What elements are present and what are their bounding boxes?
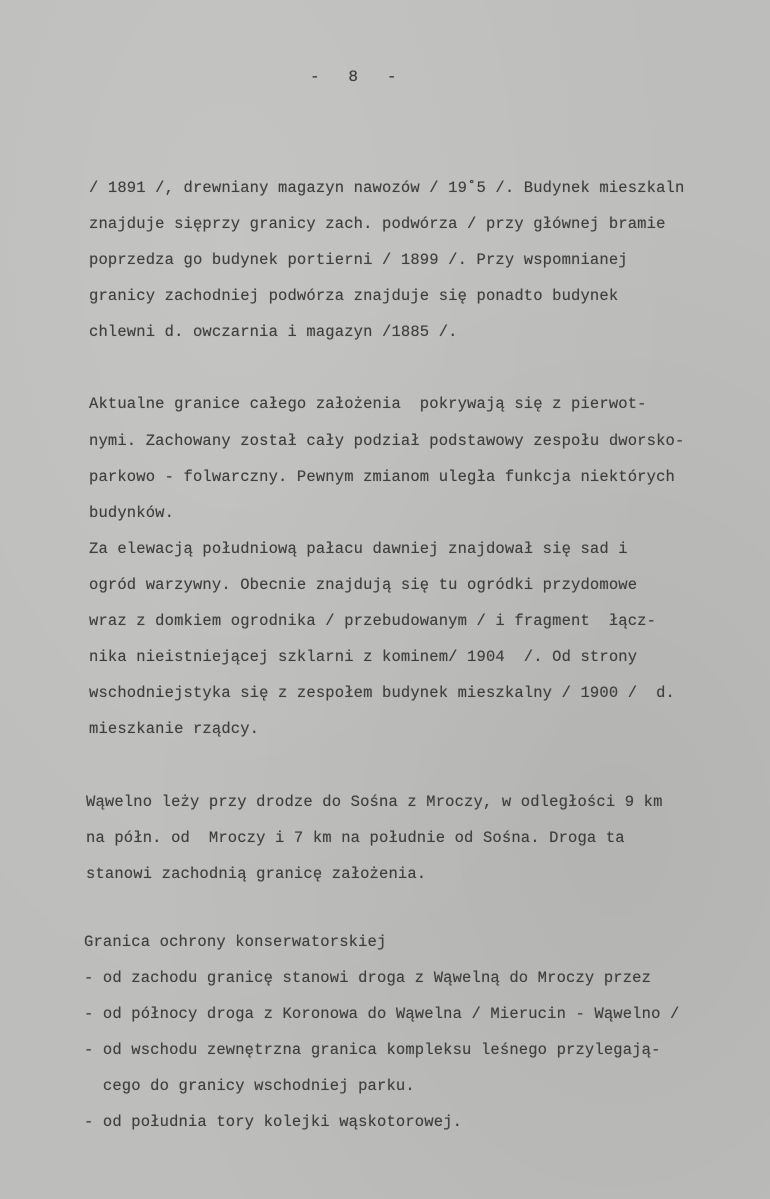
list-item: - od północy droga z Koronowa do Wąwelna / Mierucin - Wąwelno / [84, 1005, 680, 1023]
text-line: parkowo - folwarczny. Pewnym zmianom uległa funkcja niektórych [89, 468, 675, 486]
list-item: - od wschodu zewnętrzna granica kompleksu leśnego przylegają- [84, 1041, 661, 1059]
text-line: Granica ochrony konserwatorskiej [84, 933, 387, 951]
text-line: nymi. Zachowany został cały podział podstawowy zespołu dworsko- [89, 432, 685, 450]
text-line: Aktualne granice całego założenia pokrywają się z pierwot- [89, 395, 647, 413]
list-item: - od południa tory kolejki wąskotorowej. [84, 1113, 463, 1131]
text-line: wschodniejstyka się z zespołem budynek mieszkalny / 1900 / d. [89, 684, 675, 702]
text-line: / 1891 /, drewniany magazyn nawozów / 19˚5 /. Budynek mieszkaln [89, 179, 685, 197]
text-line: stanowi zachodnią granicę założenia. [86, 865, 427, 883]
text-line: granicy zachodniej podwórza znajduje się ponadto budynek [89, 287, 619, 305]
text-line: poprzedza go budynek portierni / 1899 /. Przy wspomnianej [89, 251, 628, 269]
list-item: - od zachodu granicę stanowi droga z Wąwelną do Mroczy przez [84, 969, 652, 987]
text-line: nika nieistniejącej szklarni z kominem/ 1904 /. Od strony [89, 648, 638, 666]
text-line: znajduje sięprzy granicy zach. podwórza / przy głównej bramie [89, 215, 666, 233]
text-line: mieszkanie rządcy. [89, 720, 260, 738]
text-line: na półn. od Mroczy i 7 km na południe od Sośna. Droga ta [86, 829, 625, 847]
text-line: ogród warzywny. Obecnie znajdują się tu ogródki przydomowe [89, 576, 638, 594]
text-line: wraz z domkiem ogrodnika / przebudowanym / i fragment łącz- [89, 612, 657, 630]
text-line: Wąwelno leży przy drodze do Sośna z Mroczy, w odległości 9 km [86, 793, 663, 811]
text-line: budynków. [89, 504, 175, 522]
text-line: chlewni d. owczarnia i magazyn /1885 /. [89, 323, 458, 341]
page-number: - 8 - [310, 68, 397, 86]
text-line: Za elewacją południową pałacu dawniej znajdował się sad i [89, 540, 628, 558]
list-item: cego do granicy wschodniej parku. [84, 1077, 415, 1095]
